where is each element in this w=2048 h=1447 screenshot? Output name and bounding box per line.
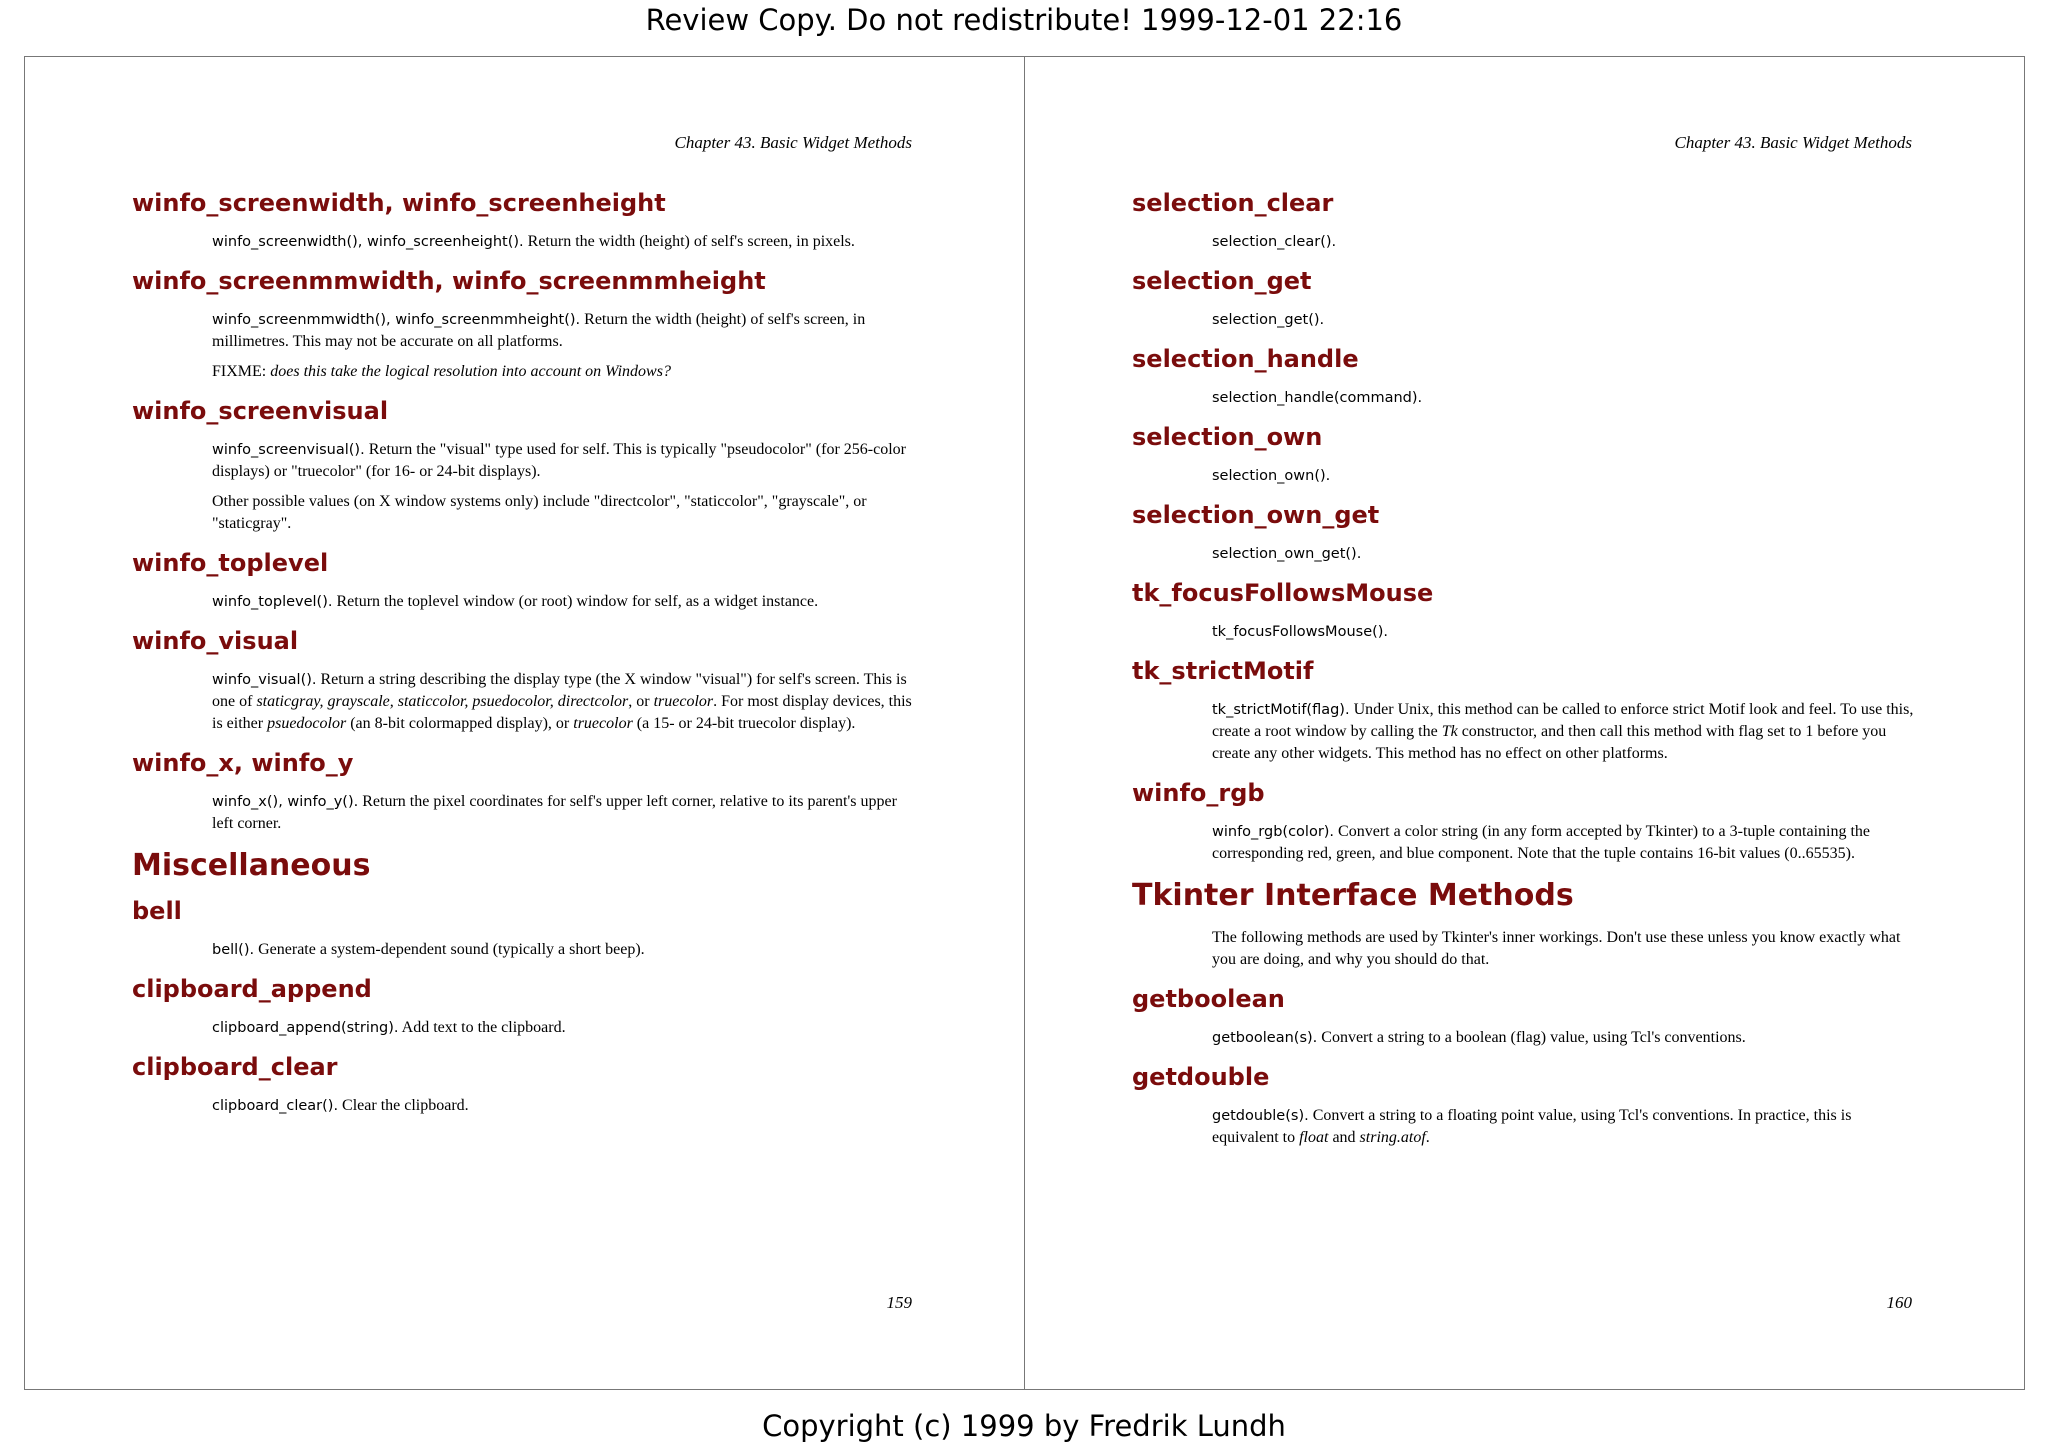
emphasis: string.atof xyxy=(1359,1129,1426,1146)
emphasis: psuedocolor xyxy=(267,715,347,732)
method-signature: selection_own_get(). xyxy=(1212,546,1362,562)
description-text: Return the width (height) of self's screen, in pixels. xyxy=(523,233,855,250)
method-description xyxy=(1212,387,1922,409)
description-text: Return the pixel coordinates for self's upper left corner, relative to its parent's upper left corner. xyxy=(212,793,897,832)
method-description xyxy=(212,1095,922,1117)
method-heading: clipboard_clear xyxy=(132,1053,338,1081)
method-signature: clipboard_append(string). xyxy=(212,1020,399,1036)
description-text: constructor, and then call this method with flag set to 1 before you create any other widgets. This method has no effect on other platforms. xyxy=(1212,723,1887,762)
method-heading: selection_own_get xyxy=(1132,501,1380,529)
method-signature: winfo_visual(). xyxy=(212,672,317,688)
left-page xyxy=(24,56,1025,1390)
method-entry xyxy=(132,627,922,735)
method-entry xyxy=(1132,779,1922,865)
description-text: Clear the clipboard. xyxy=(338,1097,469,1114)
method-signature: winfo_screenvisual(). xyxy=(212,442,365,458)
method-heading: selection_own xyxy=(1132,423,1323,451)
method-heading: selection_clear xyxy=(1132,189,1334,217)
right-page xyxy=(1024,56,2025,1390)
method-description xyxy=(1212,821,1922,865)
method-entry xyxy=(1132,985,1922,1049)
method-heading: getboolean xyxy=(1132,985,1285,1013)
running-head: Chapter 43. Basic Widget Methods xyxy=(674,133,912,152)
method-signature: winfo_toplevel(). xyxy=(212,594,333,610)
method-description xyxy=(1212,1027,1922,1049)
method-signature: winfo_screenwidth(), winfo_screenheight(). xyxy=(212,234,524,250)
method-signature: bell(). xyxy=(212,942,255,958)
fixme-label: FIXME: xyxy=(212,363,271,380)
method-description xyxy=(212,439,922,483)
method-description xyxy=(1212,699,1922,765)
method-description-extra: Other possible values (on X window systems only) include "directcolor", "staticcolor", "grayscale", or "staticgray". xyxy=(212,493,867,532)
method-description xyxy=(212,231,922,253)
method-description xyxy=(1212,543,1922,565)
method-description xyxy=(212,669,922,735)
emphasis: Tk xyxy=(1441,723,1458,740)
method-entry xyxy=(1132,423,1922,487)
method-signature: winfo_screenmmwidth(), winfo_screenmmheight(). xyxy=(212,312,581,328)
method-entry xyxy=(132,749,922,835)
method-entry xyxy=(132,975,922,1039)
method-heading: winfo_visual xyxy=(132,627,299,655)
method-heading: clipboard_append xyxy=(132,975,372,1003)
description-text: Return the toplevel window (or root) window for self, as a widget instance. xyxy=(332,593,819,610)
method-heading: winfo_screenmmwidth, winfo_screenmmheight xyxy=(132,267,766,295)
method-entry xyxy=(1132,345,1922,409)
description-text: , or xyxy=(628,693,654,710)
method-entry xyxy=(132,267,922,383)
description-text: and xyxy=(1328,1129,1360,1146)
page-content xyxy=(132,189,922,1131)
method-description xyxy=(1212,309,1922,331)
method-description xyxy=(212,309,922,353)
emphasis: float xyxy=(1299,1129,1329,1146)
description-text: Convert a string to a boolean (flag) value, using Tcl's conventions. xyxy=(1317,1029,1746,1046)
emphasis: truecolor xyxy=(573,715,633,732)
method-entry xyxy=(132,189,922,253)
method-entry xyxy=(132,549,922,613)
method-entry xyxy=(1132,579,1922,643)
method-heading: tk_focusFollowsMouse xyxy=(1132,579,1434,607)
description-text: Return the "visual" type used for self. This is typically "pseudocolor" (for 256-color displays) or "truecolor" (for 16- or 24-bit displays). xyxy=(212,441,906,480)
method-description xyxy=(1212,465,1922,487)
method-heading: tk_strictMotif xyxy=(1132,657,1314,685)
method-heading: winfo_x, winfo_y xyxy=(132,749,354,777)
description-text: . For most display devices, this is either xyxy=(212,693,912,732)
description-text: Generate a system-dependent sound (typically a short beep). xyxy=(254,941,645,958)
method-entry xyxy=(132,1053,922,1117)
emphasis: truecolor xyxy=(653,693,714,710)
method-signature: tk_focusFollowsMouse(). xyxy=(1212,624,1389,640)
method-entry xyxy=(1132,267,1922,331)
method-signature: selection_clear(). xyxy=(1212,234,1337,250)
copyright-banner: Copyright (c) 1999 by Fredrik Lundh xyxy=(762,1409,1286,1443)
description-text: Under Unix, this method can be called to enforce strict Motif look and feel. To use this, create a root window by calling the xyxy=(1212,701,1914,740)
method-description xyxy=(212,939,922,961)
method-signature: selection_handle(command). xyxy=(1212,390,1423,406)
method-description xyxy=(1212,621,1922,643)
section-heading-tkinter-interface: Tkinter Interface Methods xyxy=(1132,878,1574,913)
method-heading: winfo_screenwidth, winfo_screenheight xyxy=(132,189,666,217)
method-description xyxy=(212,1017,922,1039)
section-heading-miscellaneous: Miscellaneous xyxy=(132,848,371,883)
method-entry xyxy=(1132,189,1922,253)
method-heading: bell xyxy=(132,897,182,925)
running-head: Chapter 43. Basic Widget Methods xyxy=(1674,133,1912,152)
method-signature: clipboard_clear(). xyxy=(212,1098,339,1114)
method-signature: tk_strictMotif(flag). xyxy=(1212,702,1350,718)
fixme-text: does this take the logical resolution into account on Windows? xyxy=(270,363,671,380)
method-description xyxy=(212,591,922,613)
method-heading: winfo_rgb xyxy=(1132,779,1265,807)
method-signature: selection_get(). xyxy=(1212,312,1325,328)
method-description xyxy=(1212,231,1922,253)
description-text: (a 15- or 24-bit truecolor display). xyxy=(632,715,856,732)
description-text: Add text to the clipboard. xyxy=(398,1019,566,1036)
method-entry xyxy=(132,397,922,535)
description-text: (an 8-bit colormapped display), or xyxy=(346,715,574,732)
method-heading: selection_handle xyxy=(1132,345,1359,373)
description-text: Return a string describing the display type (the X window "visual") for self's screen. This is one of xyxy=(212,671,907,710)
method-heading: selection_get xyxy=(1132,267,1312,295)
method-signature: selection_own(). xyxy=(1212,468,1331,484)
review-copy-banner: Review Copy. Do not redistribute! 1999-12-01 22:16 xyxy=(645,3,1403,37)
method-entry xyxy=(1132,1063,1922,1149)
method-entry xyxy=(1132,657,1922,765)
method-heading: winfo_screenvisual xyxy=(132,397,389,425)
fixme-note xyxy=(212,361,922,383)
description-text: Return the width (height) of self's screen, in millimetres. This may not be accurate on all platforms. xyxy=(212,311,866,350)
page-content xyxy=(1132,189,1922,1163)
description-text: Convert a color string (in any form accepted by Tkinter) to a 3-tuple containing the corresponding red, green, and blue component. Note that the tuple contains 16-bit values (0..65535). xyxy=(1212,823,1871,862)
method-heading: getdouble xyxy=(1132,1063,1270,1091)
method-description xyxy=(1212,1105,1922,1149)
method-signature: winfo_x(), winfo_y(). xyxy=(212,794,359,810)
section-intro: The following methods are used by Tkinter's inner workings. Don't use these unless you know exactly what you are doing, and why you should do that. xyxy=(1212,929,1901,968)
page-number: 159 xyxy=(886,1293,912,1312)
method-entry xyxy=(1132,501,1922,565)
description-text: . xyxy=(1425,1129,1430,1146)
page-number: 160 xyxy=(1886,1293,1912,1312)
method-entry xyxy=(132,897,922,961)
method-signature: getdouble(s). xyxy=(1212,1108,1309,1124)
method-signature: getboolean(s). xyxy=(1212,1030,1318,1046)
method-description xyxy=(212,791,922,835)
emphasis: staticgray, grayscale, staticcolor, psuedocolor, directcolor xyxy=(256,693,629,710)
method-heading: winfo_toplevel xyxy=(132,549,329,577)
description-text: Convert a string to a floating point value, using Tcl's conventions. In practice, this is equivalent to xyxy=(1212,1107,1852,1146)
method-signature: winfo_rgb(color). xyxy=(1212,824,1335,840)
